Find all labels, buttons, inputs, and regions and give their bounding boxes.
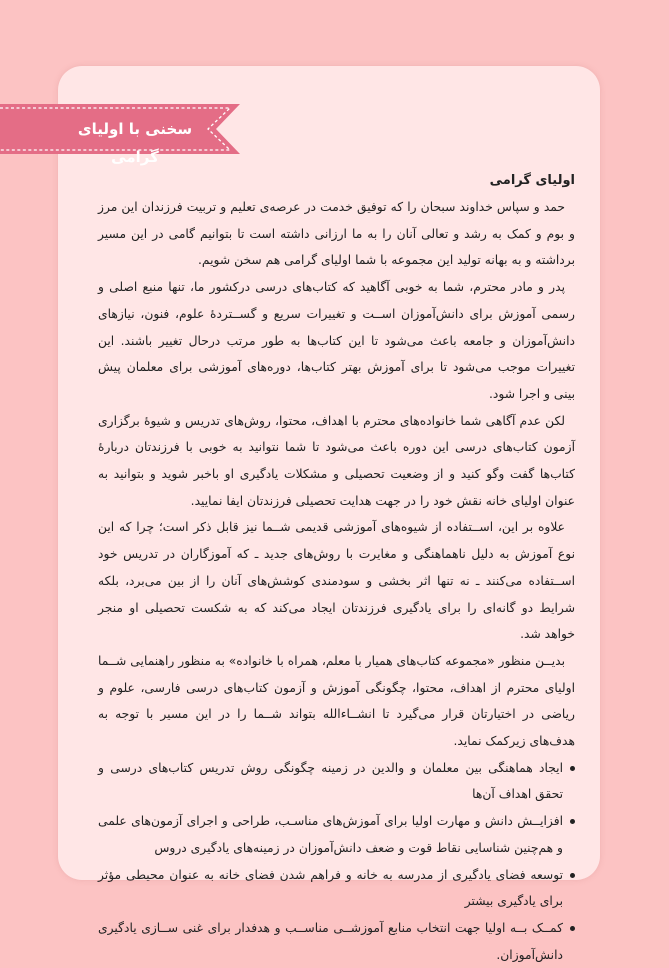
- list-item-text: افزایــش دانش و مهارت اولیا برای آموزش‌های مناسـب، طراحی و اجرای آزمون‌های علمی و هم‌چنین شناسایی نقاط قوت و ضعف دانش‌آموزان در زمینه‌های یادگیری دروس: [98, 814, 563, 855]
- list-item: [98, 862, 575, 915]
- paragraph-3: لکن عدم آگاهی شما خانواده‌های محترم با اهداف، محتوا، روش‌های تدریس و شیوۀ برگزاری آزمون کتاب‌های درسی این دوره باعث می‌شود تا شما نتوانید به خوبی با فرزندتان دربارۀ کتاب‌ها گفت وگو کنید و از وضعیت تحصیلی و مشکلات یادگیری او باخبر شوید و بتوانید به عنوان اولیای خانه نقش خود را در جهت هدایت تحصیلی فرزندتان ایفا نمایید.: [98, 413, 575, 508]
- list-item: [98, 915, 575, 968]
- paragraph-1: حمد و سپاس خداوند سبحان را که توفیق خدمت در عرصه‌ی تعلیم و تربیت فرزندان این مرز و بوم و کمک به رشد و تعالی آنان را به ما ارزانی داشته است تا بتوانیم گامی در این مسیر برداشته و به بهانه تولید این مجموعه با شما اولیای گرامی هم سخن شویم.: [98, 200, 575, 268]
- list-item-text: کمــک بــه اولیا جهت انتخاب منابع آموزشــی مناســب و هدفدار برای غنی ســازی یادگیری دانش‌آموزان.: [98, 920, 563, 962]
- letter-heading: اولیای گرامی: [489, 173, 575, 188]
- list-item-text: توسعه فضای یادگیری از مدرسه به خانه و فراهم شدن فضای خانه به عنوان محیطی مؤثر برای یادگیری بیشتر: [98, 867, 563, 909]
- bullet-icon: [570, 926, 575, 931]
- list-item: [98, 755, 575, 808]
- bullet-icon: [570, 819, 575, 824]
- paragraph-2: پدر و مادر محترم، شما به خوبی آگاهید که کتاب‌های درسی درکشور ما، تنها منبع اصلی و رسمی آموزش برای دانش‌آموزان اســت و تغییرات سریع و گســتردۀ علوم، فنون، نیازهای دانش‌آموزان و جامعه باعث می‌شود تا این کتاب‌ها به طور مرتب درحال تغییر باشند. این تغییرات موجب می‌شود تا برای آموزش بهتر کتاب‌ها، دوره‌های آموزشی برای معلمان پیش بینی و اجرا شود.: [98, 280, 575, 401]
- list-item-text: ایجاد هماهنگی بین معلمان و والدین در زمینه چگونگی روش تدریس کتاب‌های درسی و تحقق اهداف آن‌ها: [98, 760, 563, 802]
- banner-title: سخنی با اولیای گرامی: [77, 120, 193, 166]
- list-item: [98, 808, 575, 861]
- bullet-icon: [570, 873, 575, 878]
- bullet-icon: [570, 766, 575, 771]
- letter-body: [98, 168, 575, 968]
- section-banner: [0, 98, 260, 166]
- paragraph-4: علاوه بر این، اســتفاده از شیوه‌های آموزشی قدیمی شــما نیز قابل ذکر است؛ چرا که این نوع آموزش به دلیل ناهماهنگی و مغایرت با روش‌های جدید ـ که آموزگاران در تدریس خود اســتفاده می‌کنند ـ نه تنها اثر بخشی و سودمندی کوشش‌های آنان را از بین می‌برد، بلکه شرایط دو گانه‌ای را برای یادگیری فرزندتان ایجاد می‌کند که به شکست تحصیلی او منجر خواهد شد.: [98, 520, 575, 642]
- paragraph-5: بدیــن منظور «مجموعه کتاب‌های همیار با معلم، همراه با خانواده» به منظور راهنمایی شــما اولیای محترم از اهداف، محتوا، چگونگی آموزش و آزمون کتاب‌های درسی فارسی، علوم و ریاضی در اختیارتان قرار می‌گیرد تا انشــاءالله بتواند شــما را در این مسیر با توجه به هدف‌های زیرکمک نماید.: [98, 653, 575, 749]
- goals-list: [98, 755, 575, 968]
